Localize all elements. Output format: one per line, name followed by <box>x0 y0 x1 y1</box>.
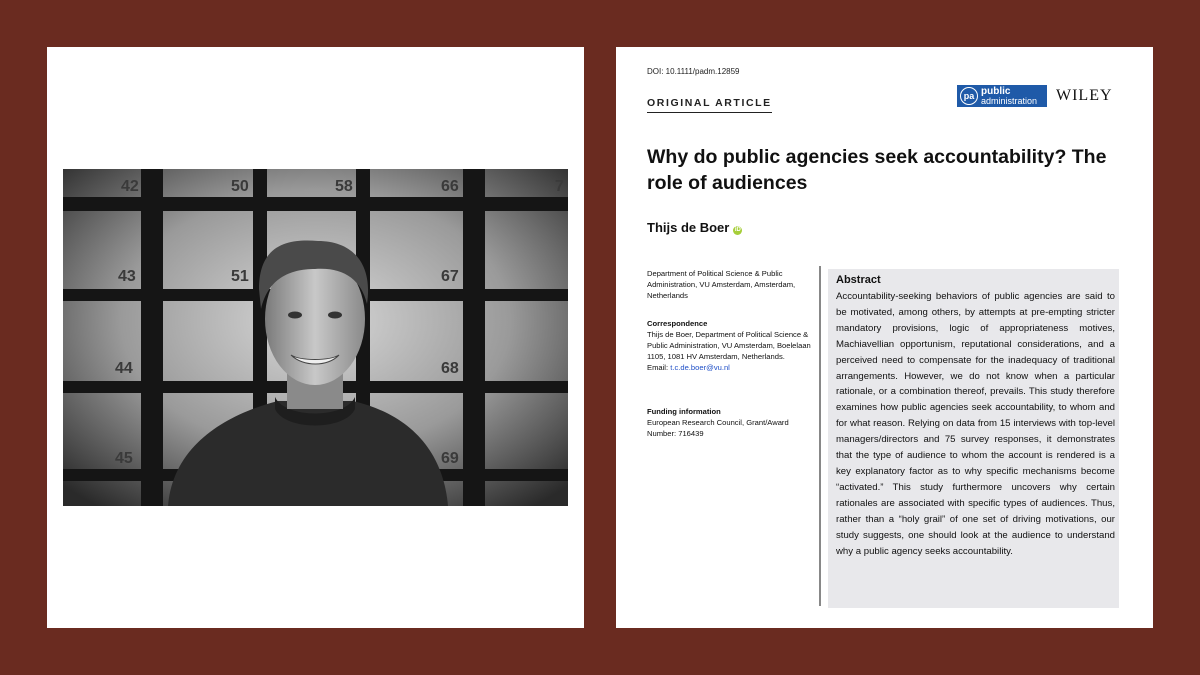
funding-block <box>647 406 819 439</box>
locker-number: 69 <box>441 450 459 467</box>
affiliation: Department of Political Science & Public Administration, VU Amsterdam, Amsterdam, Netherlands <box>647 269 796 300</box>
column-divider <box>819 266 821 606</box>
orcid-icon[interactable]: iD <box>734 227 741 233</box>
publisher-logo: WILEY <box>1056 87 1113 104</box>
locker-number: 67 <box>441 268 459 285</box>
locker-number: 43 <box>118 268 136 285</box>
email-label: Email: <box>647 363 669 372</box>
author-line <box>647 220 742 235</box>
funding-text: European Research Council, Grant/Award Number: 716439 <box>647 418 789 438</box>
locker-number: 45 <box>115 450 133 467</box>
photo-panel <box>47 47 584 628</box>
journal-logo-line2: administration <box>981 96 1038 106</box>
journal-logo <box>957 85 1047 107</box>
author-portrait-photo <box>63 169 568 506</box>
locker-number: 50 <box>231 178 249 195</box>
article-type-label: ORIGINAL ARTICLE <box>647 97 772 113</box>
article-title: Why do public agencies seek accountability? The role of audiences <box>647 146 1107 194</box>
locker-number: 7 <box>555 178 564 195</box>
article-page <box>616 47 1153 628</box>
correspondence-block <box>647 318 819 373</box>
locker-number: 58 <box>335 178 353 195</box>
correspondence-label: Correspondence <box>647 319 708 328</box>
doi-text[interactable]: DOI: 10.1111/padm.12859 <box>647 67 740 76</box>
locker-number: 66 <box>441 178 459 195</box>
email-link[interactable]: t.c.de.boer@vu.nl <box>670 363 730 372</box>
abstract-box <box>828 269 1119 608</box>
journal-logo-line1: public <box>981 86 1011 97</box>
funding-label: Funding information <box>647 407 721 416</box>
journal-logo-mark: pa <box>960 87 978 105</box>
author-name[interactable]: Thijs de Boer <box>647 220 730 235</box>
locker-number: 51 <box>231 268 249 285</box>
locker-number: 68 <box>441 360 459 377</box>
locker-number: 44 <box>115 360 133 377</box>
locker-number: 42 <box>121 178 139 195</box>
correspondence-text: Thijs de Boer, Department of Political Science & Public Administration, VU Amsterdam, Boelelaan 1105, 1081 HV Amsterdam, Netherlands. <box>647 330 811 361</box>
abstract-heading: Abstract <box>836 274 881 286</box>
abstract-text: Accountability-seeking behaviors of public agencies are said to be motivated, among others, by attempts at pre-empting stricter mandatory provisions, logic of appropriateness motives, Machiavellian opportunism, reputational considerations, and a perceived need to compensate for the inadequacy of traditional arrangements. However, we do not know when a particular rationale, or a combination thereof, prevails. This study therefore examines how public agencies seek accountability, to whom and for what reason. Relying on data from 15 interviews with top-level managers/directors and 75 survey responses, it demonstrates that the type of audience to whom the account is rendered is a key explanatory factor as to why specific mechanisms become “activated.” This study furthermore uncovers why certain rationales are associated with specific types of audiences. Thus, rather than a “holy grail” of one set of driving motivations, our study suggests, one should look at the audience to understand why a public agency seeks accountability. <box>836 291 1115 557</box>
